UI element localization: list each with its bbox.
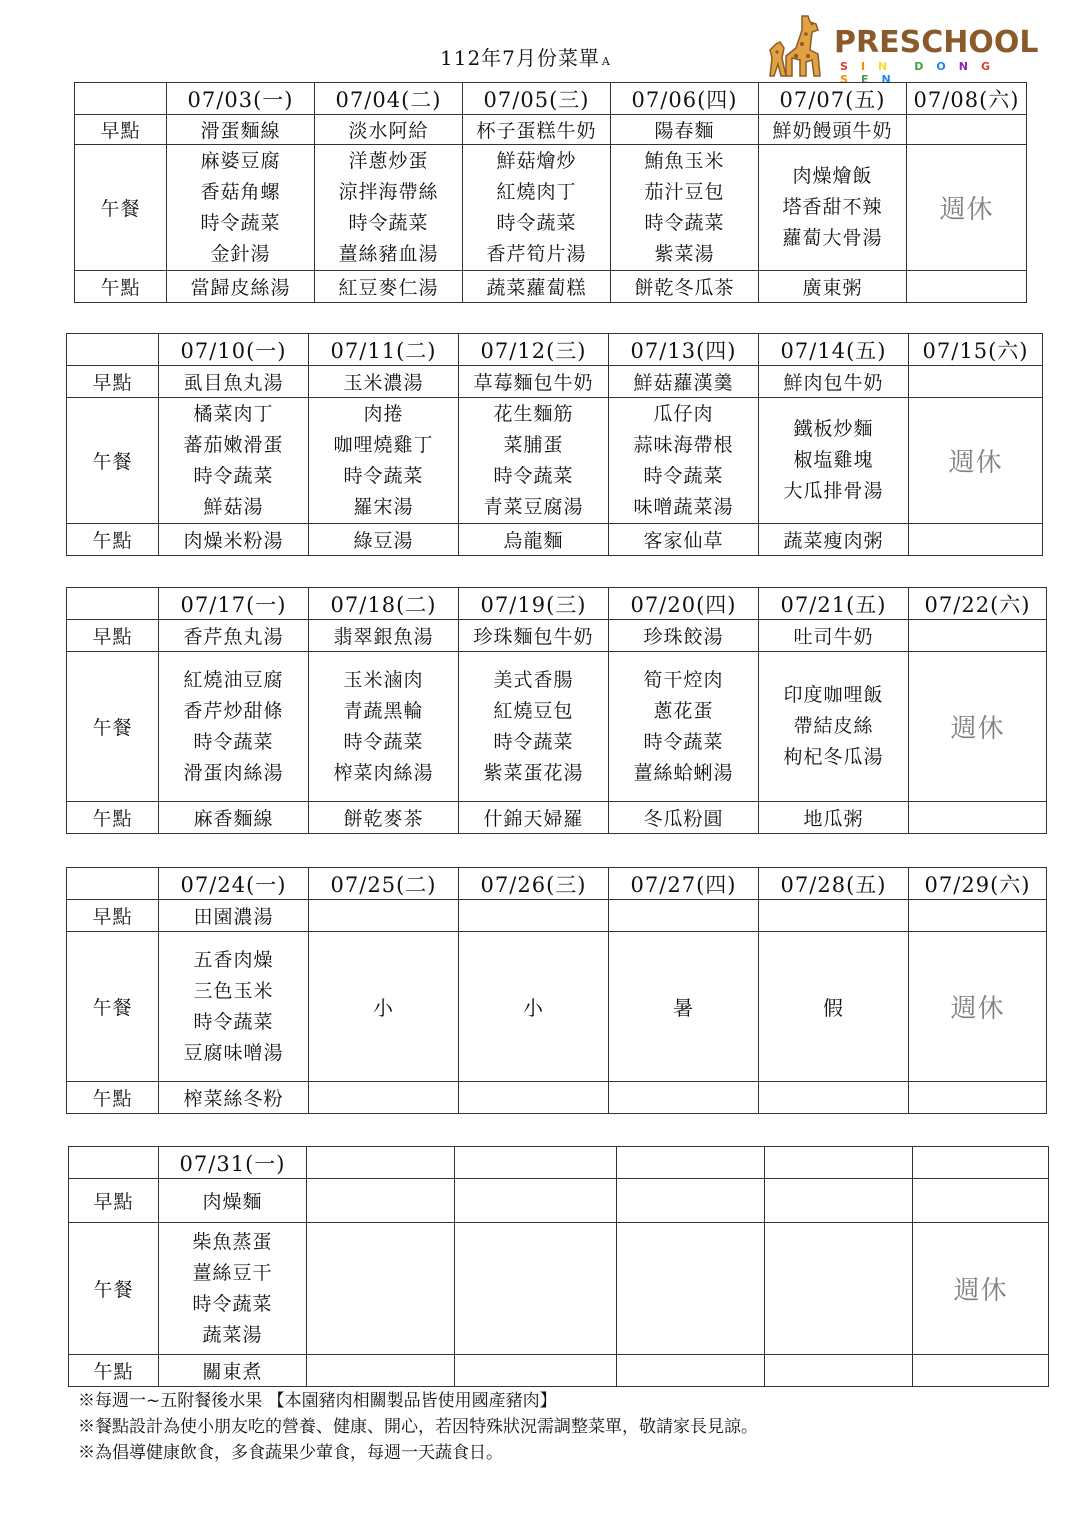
- dish: 時令蔬菜: [644, 211, 725, 234]
- date-cell: 07/13(四): [609, 334, 759, 366]
- lunch-cell: [463, 145, 611, 271]
- dish: 時令蔬菜: [343, 730, 424, 753]
- dish: 紫菜湯: [654, 242, 715, 265]
- dish: 紅燒豆包: [493, 699, 574, 722]
- breakfast-cell: [909, 620, 1047, 652]
- vacation-cell: 小: [309, 932, 459, 1082]
- date-cell: 07/19(三): [459, 588, 609, 620]
- row-label-lunch: 午餐: [67, 652, 159, 802]
- lunch-cell: [309, 652, 459, 802]
- date-cell: 07/20(四): [609, 588, 759, 620]
- dish: 蒜味海帶根: [633, 433, 734, 456]
- breakfast-cell: 玉米濃湯: [309, 366, 459, 398]
- breakfast-cell: 珍珠餃湯: [609, 620, 759, 652]
- snack-cell: [455, 1355, 617, 1387]
- dish: 玉米滷肉: [343, 668, 424, 691]
- logo-letter: G: [980, 60, 1003, 73]
- snack-cell: 餅乾麥茶: [309, 802, 459, 834]
- dish: 筍干焢肉: [643, 668, 724, 691]
- logo-letter: N: [881, 73, 904, 86]
- date-cell: 07/22(六): [909, 588, 1047, 620]
- dish: 五香肉燥: [193, 948, 274, 971]
- date-cell: [765, 1147, 913, 1179]
- breakfast-cell: [307, 1179, 455, 1223]
- snack-row: [67, 802, 1047, 834]
- dish: 時令蔬菜: [193, 730, 274, 753]
- dish: 香芹筍片湯: [486, 242, 587, 265]
- date-cell: 07/29(六): [909, 868, 1047, 900]
- lunch-cell: [315, 145, 463, 271]
- snack-cell: 烏龍麵: [459, 524, 609, 556]
- corner-cell: [69, 1147, 159, 1179]
- dish: 薑絲蛤蜊湯: [633, 761, 734, 784]
- dish: 時令蔬菜: [643, 464, 724, 487]
- snack-cell: [617, 1355, 765, 1387]
- corner-cell: [75, 83, 167, 115]
- dish: 塔香甜不辣: [782, 196, 883, 218]
- dish: 榨菜肉絲湯: [333, 761, 434, 784]
- snack-cell: 地瓜粥: [759, 802, 909, 834]
- breakfast-cell: [459, 900, 609, 932]
- dish: 麻婆豆腐: [200, 149, 281, 172]
- dish: 時令蔬菜: [193, 1010, 274, 1033]
- dish: 紫菜蛋花湯: [483, 761, 584, 784]
- date-cell: 07/11(二): [309, 334, 459, 366]
- dish: 時令蔬菜: [193, 464, 274, 487]
- title-suffix: A: [601, 55, 611, 68]
- date-cell: 07/15(六): [909, 334, 1043, 366]
- row-label-breakfast: 早點: [67, 900, 159, 932]
- dish: 涼拌海帶絲: [338, 180, 439, 203]
- dish: 薑絲豬血湯: [338, 242, 439, 265]
- breakfast-cell: 滑蛋麵線: [167, 115, 315, 145]
- row-label-snack: 午點: [67, 1082, 159, 1114]
- dish: 蔬菜湯: [202, 1323, 263, 1346]
- date-cell: 07/28(五): [759, 868, 909, 900]
- dish: 鮪魚玉米: [644, 149, 725, 172]
- date-cell: [913, 1147, 1049, 1179]
- breakfast-cell: [455, 1179, 617, 1223]
- dish: 時令蔬菜: [643, 730, 724, 753]
- dish: 鐵板炒麵: [793, 418, 874, 440]
- title-text: 112年7月份菜單: [440, 46, 600, 70]
- preschool-logo: [762, 10, 1039, 86]
- date-header-row: [67, 334, 1043, 366]
- breakfast-cell: [907, 115, 1027, 145]
- snack-row: [67, 524, 1043, 556]
- breakfast-row: [69, 1179, 1049, 1223]
- dish: 蔥花蛋: [653, 699, 714, 722]
- breakfast-row: [67, 900, 1047, 932]
- snack-cell: 什錦天婦羅: [459, 802, 609, 834]
- breakfast-cell: 杯子蛋糕牛奶: [463, 115, 611, 145]
- lunch-cell: [759, 145, 907, 271]
- dish: 椒塩雞塊: [793, 449, 874, 471]
- dish: 橘菜肉丁: [193, 402, 274, 425]
- row-label-breakfast: 早點: [67, 620, 159, 652]
- empty-cell: [765, 1223, 913, 1355]
- row-label-snack: 午點: [75, 271, 167, 303]
- lunch-cell: [159, 932, 309, 1082]
- holiday-cell: 週休: [907, 145, 1027, 271]
- breakfast-cell: 鮮奶饅頭牛奶: [759, 115, 907, 145]
- dish: 薑絲豆干: [192, 1261, 273, 1284]
- breakfast-cell: [759, 900, 909, 932]
- dish: 時令蔬菜: [343, 464, 424, 487]
- breakfast-cell: 翡翠銀魚湯: [309, 620, 459, 652]
- date-cell: [455, 1147, 617, 1179]
- corner-cell: [67, 334, 159, 366]
- snack-cell: 餅乾冬瓜茶: [611, 271, 759, 303]
- date-cell: 07/24(一): [159, 868, 309, 900]
- dish: 羅宋湯: [353, 495, 414, 518]
- date-cell: 07/18(二): [309, 588, 459, 620]
- lunch-cell: [167, 145, 315, 271]
- dish: 花生麵筋: [493, 402, 574, 425]
- row-label-breakfast: 早點: [69, 1179, 159, 1223]
- week-table-1: [74, 82, 1027, 303]
- dish: 香菇角螺: [200, 180, 281, 203]
- date-header-row: [67, 868, 1047, 900]
- logo-letter: N: [958, 60, 981, 73]
- snack-cell: 冬瓜粉圓: [609, 802, 759, 834]
- note-line: ※每週一~五附餐後水果 【本園豬肉相關製品皆使用國產豬肉】: [78, 1391, 557, 1411]
- dish: 蘿蔔大骨湯: [782, 227, 883, 249]
- breakfast-cell: 鮮菇蘿漢羹: [609, 366, 759, 398]
- snack-cell: [309, 1082, 459, 1114]
- dish: 三色玉米: [193, 979, 274, 1002]
- logo-letter: O: [936, 60, 959, 73]
- footnotes: [78, 1388, 758, 1466]
- breakfast-row: [67, 366, 1043, 398]
- lunch-cell: [759, 398, 909, 524]
- breakfast-cell: 香芹魚丸湯: [159, 620, 309, 652]
- dish: 青蔬黑輪: [343, 699, 424, 722]
- lunch-cell: [159, 1223, 307, 1355]
- holiday-cell: 週休: [909, 652, 1047, 802]
- date-cell: 07/10(一): [159, 334, 309, 366]
- date-cell: [307, 1147, 455, 1179]
- row-label-snack: 午點: [69, 1355, 159, 1387]
- snack-cell: 關東煮: [159, 1355, 307, 1387]
- dish: 茄汁豆包: [644, 180, 725, 203]
- snack-cell: [307, 1355, 455, 1387]
- dish: 青菜豆腐湯: [483, 495, 584, 518]
- snack-cell: 綠豆湯: [309, 524, 459, 556]
- snack-cell: [909, 802, 1047, 834]
- snack-row: [67, 1082, 1047, 1114]
- date-cell: 07/17(一): [159, 588, 309, 620]
- breakfast-cell: [617, 1179, 765, 1223]
- dish: 洋蔥炒蛋: [348, 149, 429, 172]
- week-table-5: [68, 1146, 1049, 1387]
- snack-cell: [759, 1082, 909, 1114]
- dish: 豆腐味噌湯: [183, 1041, 284, 1064]
- row-label-lunch: 午餐: [75, 145, 167, 271]
- snack-cell: [609, 1082, 759, 1114]
- corner-cell: [67, 588, 159, 620]
- row-label-breakfast: 早點: [75, 115, 167, 145]
- dish: 味噌蔬菜湯: [633, 495, 734, 518]
- snack-cell: 客家仙草: [609, 524, 759, 556]
- row-label-snack: 午點: [67, 524, 159, 556]
- week-table-2: [66, 333, 1043, 556]
- holiday-cell: 週休: [913, 1223, 1049, 1355]
- lunch-row: [67, 398, 1043, 524]
- row-label-breakfast: 早點: [67, 366, 159, 398]
- dish: 時令蔬菜: [493, 730, 574, 753]
- vacation-cell: 小: [459, 932, 609, 1082]
- snack-cell: [907, 271, 1027, 303]
- date-cell: 07/12(三): [459, 334, 609, 366]
- snack-cell: [913, 1355, 1049, 1387]
- row-label-lunch: 午餐: [69, 1223, 159, 1355]
- breakfast-cell: 珍珠麵包牛奶: [459, 620, 609, 652]
- lunch-row: [75, 145, 1027, 271]
- dish: 時令蔬菜: [192, 1292, 273, 1315]
- breakfast-cell: 虱目魚丸湯: [159, 366, 309, 398]
- date-cell: 07/06(四): [611, 83, 759, 115]
- dish: 金針湯: [210, 242, 271, 265]
- vacation-cell: 暑: [609, 932, 759, 1082]
- snack-cell: [765, 1355, 913, 1387]
- holiday-cell: 週休: [909, 398, 1043, 524]
- dish: 紅燒油豆腐: [183, 668, 284, 691]
- empty-cell: [617, 1223, 765, 1355]
- lunch-cell: [609, 398, 759, 524]
- lunch-cell: [159, 398, 309, 524]
- logo-letter: E: [860, 73, 882, 86]
- empty-cell: [307, 1223, 455, 1355]
- row-label-snack: 午點: [67, 802, 159, 834]
- breakfast-cell: 田園濃湯: [159, 900, 309, 932]
- dish: 柴魚蒸蛋: [192, 1230, 273, 1253]
- lunch-cell: [759, 652, 909, 802]
- lunch-cell: [611, 145, 759, 271]
- dish: 紅燒肉丁: [496, 180, 577, 203]
- date-header-row: [69, 1147, 1049, 1179]
- date-header-row: [67, 588, 1047, 620]
- dish: 鮮菇湯: [203, 495, 264, 518]
- dish: 帶結皮絲: [793, 715, 874, 737]
- dish: 印度咖哩飯: [783, 684, 884, 706]
- dish: 枸杞冬瓜湯: [783, 746, 884, 768]
- snack-cell: 廣東粥: [759, 271, 907, 303]
- empty-cell: [455, 1223, 617, 1355]
- snack-cell: [459, 1082, 609, 1114]
- breakfast-cell: 吐司牛奶: [759, 620, 909, 652]
- breakfast-cell: [909, 366, 1043, 398]
- breakfast-cell: [309, 900, 459, 932]
- breakfast-cell: [909, 900, 1047, 932]
- breakfast-row: [67, 620, 1047, 652]
- breakfast-cell: 肉燥麵: [159, 1179, 307, 1223]
- logo-letter: S: [840, 73, 861, 86]
- date-cell: 07/03(一): [167, 83, 315, 115]
- dish: 鮮菇燴炒: [496, 149, 577, 172]
- dish: 時令蔬菜: [496, 211, 577, 234]
- dish: 時令蔬菜: [200, 211, 281, 234]
- row-label-lunch: 午餐: [67, 932, 159, 1082]
- date-cell: 07/14(五): [759, 334, 909, 366]
- lunch-cell: [309, 398, 459, 524]
- date-cell: 07/26(三): [459, 868, 609, 900]
- breakfast-cell: [765, 1179, 913, 1223]
- breakfast-cell: 淡水阿給: [315, 115, 463, 145]
- snack-cell: [909, 524, 1043, 556]
- lunch-cell: [459, 652, 609, 802]
- dish: 滑蛋肉絲湯: [183, 761, 284, 784]
- date-cell: 07/27(四): [609, 868, 759, 900]
- snack-row: [69, 1355, 1049, 1387]
- breakfast-cell: 陽春麵: [611, 115, 759, 145]
- logo-brand: PRESCHOOL: [834, 25, 1039, 60]
- holiday-cell: 週休: [909, 932, 1047, 1082]
- snack-cell: 紅豆麥仁湯: [315, 271, 463, 303]
- dish: 肉燥燴飯: [792, 165, 873, 187]
- lunch-row: [67, 932, 1047, 1082]
- dish: 大瓜排骨湯: [783, 480, 884, 502]
- snack-cell: 麻香麵線: [159, 802, 309, 834]
- snack-cell: [909, 1082, 1047, 1114]
- dish: 菜脯蛋: [503, 433, 564, 456]
- date-cell: 07/21(五): [759, 588, 909, 620]
- breakfast-cell: 草莓麵包牛奶: [459, 366, 609, 398]
- breakfast-cell: 鮮肉包牛奶: [759, 366, 909, 398]
- breakfast-cell: [609, 900, 759, 932]
- logo-letter: I: [860, 60, 879, 73]
- lunch-cell: [609, 652, 759, 802]
- date-cell: 07/08(六): [907, 83, 1027, 115]
- dish: 時令蔬菜: [493, 464, 574, 487]
- row-label-lunch: 午餐: [67, 398, 159, 524]
- logo-letter: D: [914, 60, 937, 73]
- snack-row: [75, 271, 1027, 303]
- logo-letter: N: [878, 60, 901, 73]
- dish: 咖哩燒雞丁: [333, 433, 434, 456]
- lunch-row: [69, 1223, 1049, 1355]
- lunch-cell: [459, 398, 609, 524]
- snack-cell: 榨菜絲冬粉: [159, 1082, 309, 1114]
- dish: 美式香腸: [493, 668, 574, 691]
- date-cell: 07/25(二): [309, 868, 459, 900]
- date-cell: 07/05(三): [463, 83, 611, 115]
- corner-cell: [67, 868, 159, 900]
- date-header-row: [75, 83, 1027, 115]
- breakfast-row: [75, 115, 1027, 145]
- note-line: ※為倡導健康飲食，多食蔬果少葷食，每週一天蔬食日。: [78, 1443, 503, 1463]
- snack-cell: 肉燥米粉湯: [159, 524, 309, 556]
- snack-cell: 蔬菜蘿蔔糕: [463, 271, 611, 303]
- date-cell: 07/31(一): [159, 1147, 307, 1179]
- vacation-cell: 假: [759, 932, 909, 1082]
- breakfast-cell: [913, 1179, 1049, 1223]
- giraffe-icon: [762, 10, 834, 80]
- page-title: [440, 42, 611, 71]
- note-line: ※餐點設計為使小朋友吃的營養、健康、開心，若因特殊狀況需調整菜單，敬請家長見諒。: [78, 1417, 758, 1437]
- week-table-3: [66, 587, 1047, 834]
- date-cell: 07/04(二): [315, 83, 463, 115]
- snack-cell: 蔬菜瘦肉粥: [759, 524, 909, 556]
- dish: 瓜仔肉: [653, 402, 714, 425]
- date-cell: [617, 1147, 765, 1179]
- dish: 香芹炒甜條: [183, 699, 284, 722]
- dish: 時令蔬菜: [348, 211, 429, 234]
- dish: 肉捲: [363, 402, 404, 425]
- snack-cell: 當歸皮絲湯: [167, 271, 315, 303]
- date-cell: 07/07(五): [759, 83, 907, 115]
- logo-letter: S: [840, 60, 861, 73]
- week-table-4: [66, 867, 1047, 1114]
- dish: 蕃茄嫩滑蛋: [183, 433, 284, 456]
- lunch-cell: [159, 652, 309, 802]
- lunch-row: [67, 652, 1047, 802]
